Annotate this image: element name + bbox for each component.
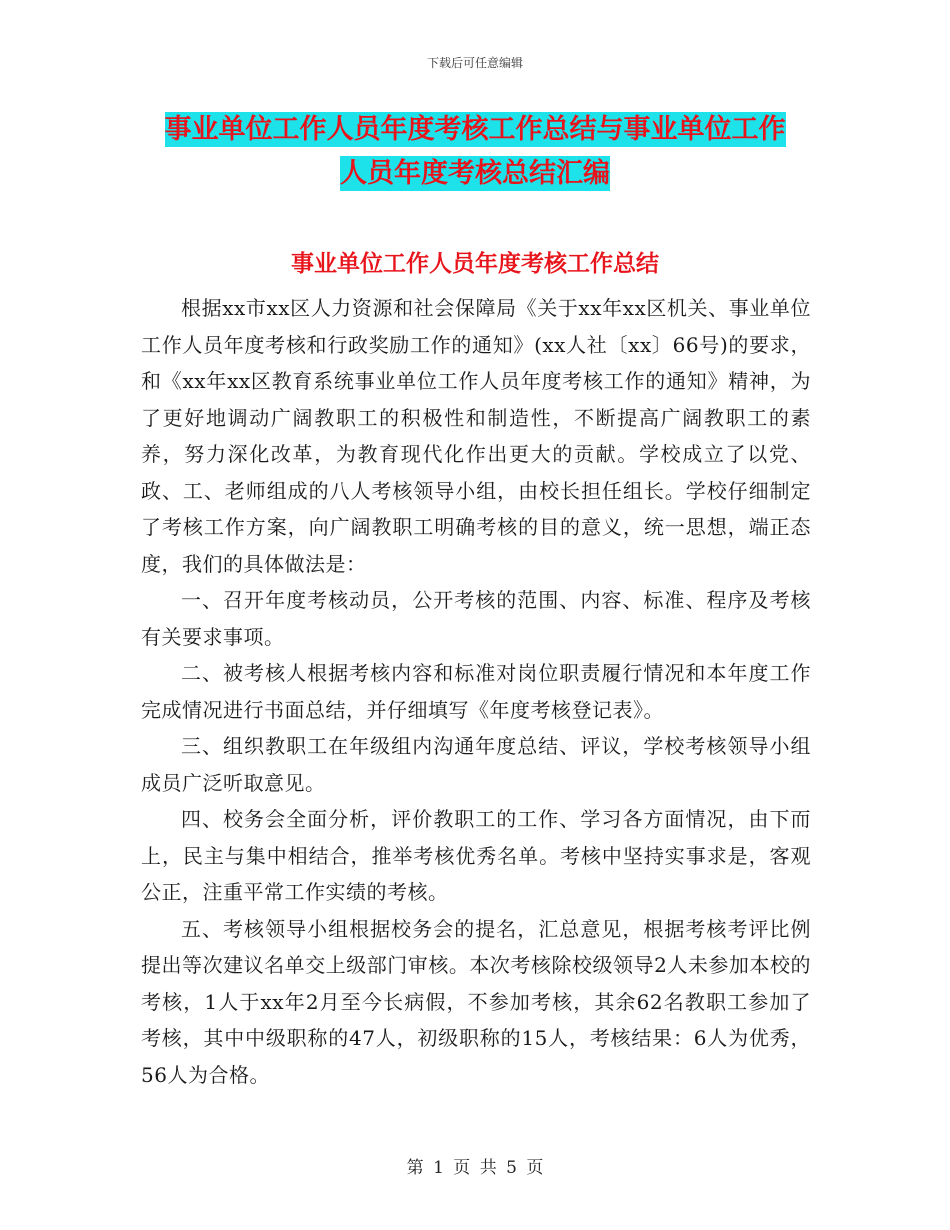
document-title [140, 108, 810, 196]
paragraph-intro: 根据xx市xx区人力资源和社会保障局《关于xx年xx区机关、事业单位工作人员年度考核和行政奖励工作的通知》(xx人社〔xx〕66号)的要求，和《xx年xx区教育系统事业单位工作人员年度考核工作的通知》精神，为了更好地调动广阔教职工的积极性和制造性，不断提高广阔教职工的素养，努力深化改革，为教育现代化作出更大的贡献。学校成立了以党、政、工、老师组成的八人考核领导小组，由校长担任组长。学校仔细制定了考核工作方案，向广阔教职工明确考核的目的意义，统一思想，端正态度，我们的具体做法是： [141, 296, 811, 576]
document-body [141, 290, 811, 1093]
page-number: 第 1 页 共 5 页 [406, 1158, 544, 1178]
section-title: 事业单位工作人员年度考核工作总结 [291, 251, 659, 277]
paragraph-step-5: 五、考核领导小组根据校务会的提名，汇总意见，根据考核考评比例提出等次建议名单交上级部门审核。本次考核除校级领导2人未参加本校的考核，1人于xx年2月至今长病假，不参加考核，其余62名教职工参加了考核，其中中级职称的47人，初级职称的15人，考核结果：6人为优秀，56人为合格。 [141, 916, 811, 1087]
paragraph-step-1: 一、召开年度考核动员，公开考核的范围、内容、标准、程序及考核有关要求事项。 [141, 588, 811, 649]
paragraph-step-2: 二、被考核人根据考核内容和标准对岗位职责履行情况和本年度工作完成情况进行书面总结，并仔细填写《年度考核登记表》。 [141, 661, 811, 722]
title-line-2 [140, 152, 810, 196]
title-line-1-text: 事业单位工作人员年度考核工作总结与事业单位工作 [164, 114, 786, 145]
page-header-note: 下载后可任意编辑 [426, 56, 523, 70]
title-line-1 [140, 108, 810, 152]
paragraph-step-4: 四、校务会全面分析，评价教职工的工作、学习各方面情况，由下而上，民主与集中相结合，推举考核优秀名单。考核中坚持实事求是，客观公正，注重平常工作实绩的考核。 [141, 807, 811, 904]
paragraph-step-3: 三、组织教职工在年级组内沟通年度总结、评议，学校考核领导小组成员广泛听取意见。 [141, 734, 811, 795]
title-line-2-text: 人员年度考核总结汇编 [340, 158, 610, 189]
